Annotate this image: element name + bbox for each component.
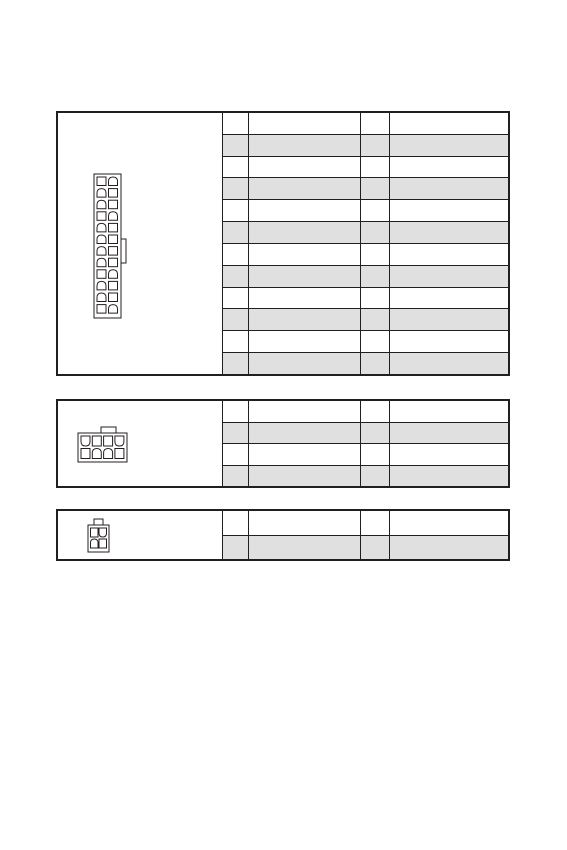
pin-number-cell	[361, 401, 390, 422]
signal-name-cell	[249, 244, 361, 265]
pin-number-cell	[361, 200, 390, 221]
connector-pin	[97, 212, 106, 221]
signal-name-cell	[390, 309, 508, 330]
signal-name-cell	[249, 288, 361, 309]
pin-number-cell	[361, 222, 390, 243]
pin-number-cell	[223, 244, 249, 265]
signal-name-cell	[390, 466, 508, 487]
signal-name-cell	[249, 423, 361, 444]
signal-name-cell	[249, 331, 361, 352]
connector-pin	[97, 270, 106, 279]
signal-name-cell	[249, 401, 361, 422]
pin-number-cell	[223, 222, 249, 243]
connector-pin	[109, 281, 118, 290]
connector-pin	[99, 528, 107, 537]
pin-row	[223, 177, 508, 199]
pin-row	[223, 352, 508, 374]
pin-number-cell	[223, 178, 249, 199]
signal-name-cell	[249, 309, 361, 330]
signal-name-cell	[249, 222, 361, 243]
pin-number-cell	[223, 444, 249, 465]
signal-name-cell	[390, 444, 508, 465]
pin-number-cell	[361, 511, 390, 535]
connector-pin	[99, 539, 107, 548]
pin-number-cell	[223, 331, 249, 352]
pin-number-cell	[223, 135, 249, 156]
connector-pin	[97, 223, 106, 232]
connector-pin	[97, 177, 106, 186]
signal-name-cell	[390, 423, 508, 444]
pin-number-cell	[223, 536, 249, 560]
pin-number-cell	[223, 309, 249, 330]
pin-number-cell	[223, 353, 249, 374]
pin-number-cell	[361, 466, 390, 487]
connector-pin	[109, 200, 118, 209]
signal-name-cell	[390, 113, 508, 134]
connector-panel-4pin	[56, 509, 510, 561]
pin-row	[223, 199, 508, 221]
pin-table-4pin	[223, 511, 508, 559]
signal-name-cell	[390, 536, 508, 560]
connector-pin	[97, 235, 106, 244]
atx-24-pin-connector-icon	[90, 171, 150, 321]
signal-name-cell	[249, 536, 361, 560]
pin-row	[223, 401, 508, 422]
pin-row	[223, 243, 508, 265]
pin-number-cell	[361, 157, 390, 178]
pin-row	[223, 221, 508, 243]
connector-pin	[109, 189, 118, 198]
signal-name-cell	[390, 178, 508, 199]
connector-pin	[81, 436, 90, 446]
pin-table-24pin	[223, 113, 508, 374]
connector-pin	[109, 235, 118, 244]
pin-number-cell	[223, 423, 249, 444]
signal-name-cell	[390, 200, 508, 221]
pin-number-cell	[223, 401, 249, 422]
atx-8-pin-connector-icon	[75, 423, 145, 473]
pin-number-cell	[361, 423, 390, 444]
pin-row	[223, 422, 508, 444]
connector-pin	[104, 449, 113, 459]
connector-pin	[91, 528, 99, 537]
pin-number-cell	[361, 444, 390, 465]
pin-number-cell	[361, 178, 390, 199]
pin-row	[223, 511, 508, 535]
signal-name-cell	[390, 401, 508, 422]
signal-name-cell	[249, 266, 361, 287]
signal-name-cell	[390, 222, 508, 243]
pin-number-cell	[361, 244, 390, 265]
pin-number-cell	[361, 135, 390, 156]
pin-number-cell	[361, 331, 390, 352]
pin-row	[223, 156, 508, 178]
signal-name-cell	[390, 353, 508, 374]
pin-number-cell	[361, 309, 390, 330]
connector-pin	[97, 200, 106, 209]
connector-pin	[109, 223, 118, 232]
pin-number-cell	[361, 288, 390, 309]
pin-row	[223, 287, 508, 309]
pin-number-cell	[361, 353, 390, 374]
pin-row	[223, 308, 508, 330]
signal-name-cell	[249, 200, 361, 221]
pin-row	[223, 330, 508, 352]
pin-row	[223, 443, 508, 465]
signal-name-cell	[249, 353, 361, 374]
connector-diagram-cell	[58, 511, 223, 559]
signal-name-cell	[249, 157, 361, 178]
connector-pin	[109, 293, 118, 302]
connector-diagram-cell	[58, 113, 223, 374]
connector-panel-24pin	[56, 111, 510, 376]
pin-number-cell	[223, 266, 249, 287]
pin-row	[223, 113, 508, 134]
signal-name-cell	[390, 511, 508, 535]
connector-panel-8pin	[56, 399, 510, 488]
pin-table-8pin	[223, 401, 508, 486]
pin-number-cell	[361, 113, 390, 134]
connector-pin	[97, 293, 106, 302]
signal-name-cell	[249, 113, 361, 134]
connector-pin	[109, 258, 118, 267]
connector-pin	[97, 189, 106, 198]
pin-number-cell	[361, 536, 390, 560]
pin-number-cell	[223, 511, 249, 535]
pin-row	[223, 535, 508, 560]
atx-4-pin-connector-icon	[83, 516, 123, 561]
pin-number-cell	[361, 266, 390, 287]
pin-number-cell	[223, 157, 249, 178]
connector-pin	[97, 281, 106, 290]
connector-pin	[109, 270, 118, 279]
signal-name-cell	[390, 331, 508, 352]
connector-pin	[92, 436, 101, 446]
signal-name-cell	[249, 178, 361, 199]
connector-diagram-cell	[58, 401, 223, 486]
pin-row	[223, 465, 508, 487]
signal-name-cell	[390, 288, 508, 309]
connector-pin	[104, 436, 113, 446]
connector-pin	[109, 212, 118, 221]
signal-name-cell	[249, 444, 361, 465]
signal-name-cell	[390, 157, 508, 178]
pin-number-cell	[223, 466, 249, 487]
signal-name-cell	[390, 266, 508, 287]
signal-name-cell	[249, 511, 361, 535]
pin-row	[223, 134, 508, 156]
pin-number-cell	[223, 113, 249, 134]
signal-name-cell	[390, 135, 508, 156]
pin-number-cell	[223, 288, 249, 309]
connector-pin	[97, 305, 106, 314]
signal-name-cell	[390, 244, 508, 265]
connector-pin	[115, 449, 124, 459]
connector-pin	[92, 449, 101, 459]
connector-pin	[81, 449, 90, 459]
signal-name-cell	[249, 135, 361, 156]
connector-pin	[109, 177, 118, 186]
connector-pin	[109, 305, 118, 314]
connector-pin	[91, 539, 99, 548]
signal-name-cell	[249, 466, 361, 487]
connector-pin	[97, 247, 106, 256]
pin-number-cell	[223, 200, 249, 221]
connector-pin	[97, 258, 106, 267]
connector-pin	[115, 436, 124, 446]
connector-pin	[109, 247, 118, 256]
pin-row	[223, 265, 508, 287]
